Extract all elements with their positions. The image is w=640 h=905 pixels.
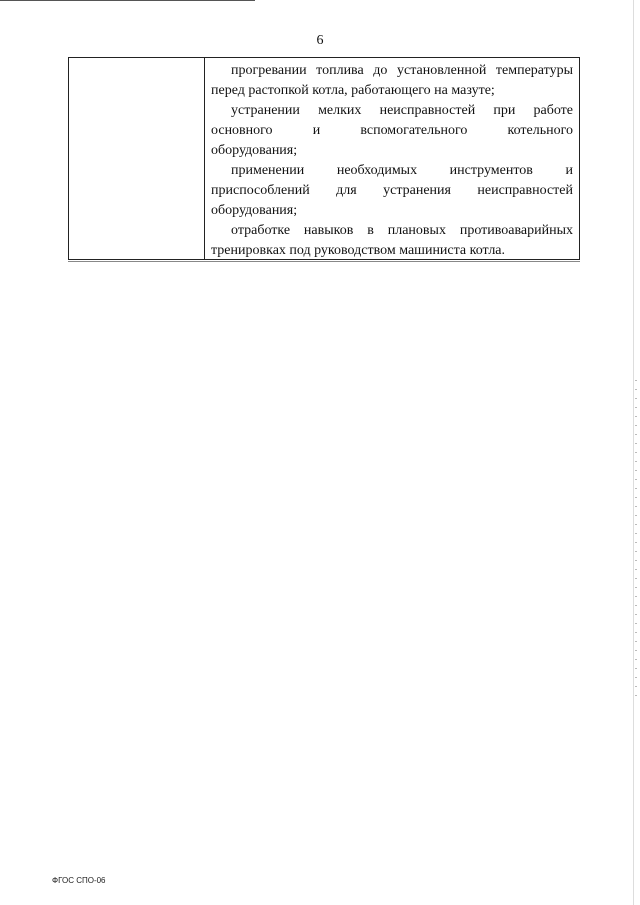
scan-edge-top xyxy=(0,0,255,1)
text-line: основного и вспомогательного котельного xyxy=(211,123,573,138)
text-line: применении необходимых инструментов и xyxy=(231,163,573,178)
text-line: отработке навыков в плановых противоаварийных xyxy=(231,223,573,238)
paragraph-fuel-heating xyxy=(211,61,573,101)
text-line: перед растопкой котла, работающего на мазуте; xyxy=(211,83,495,98)
scan-edge-right xyxy=(633,0,634,905)
text-line: устранении мелких неисправностей при работе xyxy=(231,103,573,118)
scan-specks xyxy=(635,380,637,700)
text-line: оборудования; xyxy=(211,143,298,158)
text-line: тренировках под руководством машиниста котла. xyxy=(211,243,506,258)
paragraph-drills xyxy=(211,221,573,261)
text-line: прогревании топлива до установленной температуры xyxy=(231,63,573,78)
table-cell-empty xyxy=(69,58,205,259)
paragraph-tools xyxy=(211,161,573,221)
text-line: оборудования; xyxy=(211,203,298,218)
page-number: 6 xyxy=(316,33,324,48)
text-line: приспособлений для устранения неисправностей xyxy=(211,183,573,198)
table-cell-text xyxy=(205,58,579,259)
paragraph-fault-repair xyxy=(211,101,573,161)
footer-document-code: ФГОС СПО-06 xyxy=(52,876,106,885)
content-table xyxy=(68,57,580,260)
